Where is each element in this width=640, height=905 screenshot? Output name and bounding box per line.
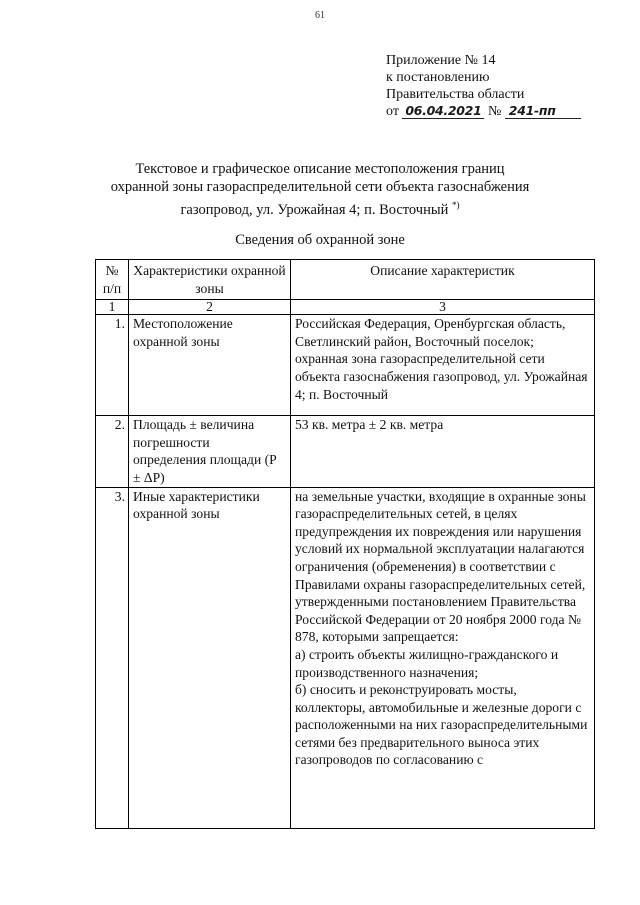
appendix-line-3: Правительства области — [386, 87, 525, 102]
row-number: 1. — [96, 315, 129, 416]
header-number: № п/п — [96, 260, 129, 300]
zone-info-table — [95, 259, 595, 829]
index-cell: 3 — [291, 300, 595, 315]
number-label: № — [487, 104, 502, 119]
table-index-row — [96, 300, 595, 315]
appendix-date-line — [386, 103, 581, 120]
index-cell: 2 — [129, 300, 291, 315]
footnote-mark: *) — [452, 200, 460, 210]
appendix-line-2: к постановлению — [386, 70, 490, 85]
section-subtitle: Сведения об охранной зоне — [235, 232, 405, 248]
row-description: 53 кв. метра ± 2 кв. метра — [291, 416, 595, 487]
title-line-3-text: газопровод, ул. Урожайная 4; п. Восточный — [180, 202, 449, 218]
appendix-block — [386, 52, 581, 120]
row-description: Российская Федерация, Оренбургская область, Светлинский район, Восточный поселок; охранная зона газораспределительной сети объекта газоснабжения газопровод, ул. Урожайная 4; п. Восточный — [291, 315, 595, 416]
row-characteristic: Иные характеристики охранной зоны — [129, 487, 291, 828]
handwritten-date: 06.04.2021 — [402, 103, 484, 119]
header-characteristic: Характеристики охранной зоны — [129, 260, 291, 300]
description-paragraph: на земельные участки, входящие в охранные зоны газораспределительных сетей, в целях предупреждения их повреждения или нарушения условий их нормальной эксплуатации налагаются ограничения (обременения) в соответствии с Правилами охраны газораспределительных сетей, утвержденными постановлением Правительства Российской Федерации от 20 ноября 2000 года № 878, которыми запрещается: — [295, 488, 586, 645]
table-row — [96, 315, 595, 416]
description-paragraph: б) сносить и реконструировать мосты, коллекторы, автомобильные и железные дороги с расположенными на них газораспределительными сетями без предварительного выноса этих газопроводов по согласованию с — [295, 682, 588, 768]
index-cell: 1 — [96, 300, 129, 315]
row-characteristic: Местоположение охранной зоны — [129, 315, 291, 416]
appendix-line-1: Приложение № 14 — [386, 53, 496, 68]
table-header-row — [96, 260, 595, 300]
header-description: Описание характеристик — [291, 260, 595, 300]
document-title — [0, 160, 640, 219]
row-number: 3. — [96, 487, 129, 828]
description-paragraph: а) строить объекты жилищно-гражданского и производственного назначения; — [295, 646, 559, 680]
handwritten-number: 241-пп — [505, 103, 581, 119]
row-characteristic: Площадь ± величина погрешности определения площади (P ± ΔP) — [129, 416, 291, 487]
from-label: от — [386, 104, 399, 119]
table-row — [96, 487, 595, 828]
title-line-1: Текстовое и графическое описание местоположения границ — [135, 161, 505, 177]
page-number: 61 — [315, 10, 325, 21]
row-description — [291, 487, 595, 828]
row-number: 2. — [96, 416, 129, 487]
table-row — [96, 416, 595, 487]
title-line-2: охранной зоны газораспределительной сети объекта газоснабжения — [110, 179, 530, 195]
title-line-3 — [0, 196, 640, 219]
